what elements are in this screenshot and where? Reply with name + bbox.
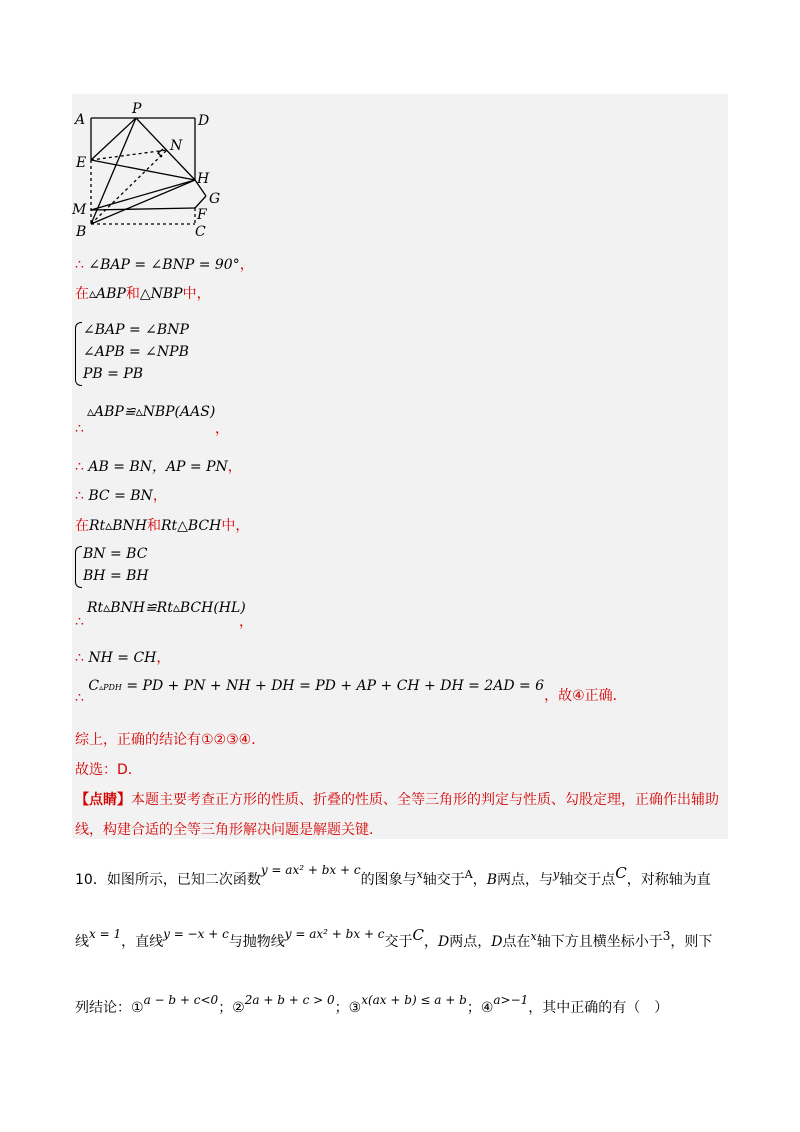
therefore-symbol: ∴ bbox=[75, 257, 84, 273]
therefore-symbol: ∴ bbox=[75, 650, 84, 666]
text: 交于 bbox=[384, 934, 413, 950]
text: 线 bbox=[75, 934, 89, 950]
label-G: G bbox=[209, 191, 221, 207]
text: 在 bbox=[75, 518, 89, 534]
label-D: D bbox=[198, 113, 210, 129]
equation-system-2 bbox=[75, 546, 275, 588]
math-expression: ▵ABP≌▵NBP(AAS) bbox=[87, 404, 216, 420]
text: ，直线 bbox=[121, 934, 164, 950]
math-expression: = PD + PN + NH + DH = PD + AP + CH + DH = 2AD = 6 bbox=[121, 678, 545, 694]
answer-text: 故选：D． bbox=[75, 762, 142, 778]
equation-system-1 bbox=[75, 322, 275, 386]
label-P: P bbox=[132, 101, 142, 117]
math-symbol: A bbox=[464, 868, 473, 881]
conclusion-2: 2a + b + c > 0 bbox=[244, 993, 335, 1007]
text: 轴交于点 bbox=[559, 872, 616, 888]
text: 的图象与 bbox=[360, 872, 417, 888]
geometry-figure bbox=[66, 100, 236, 242]
conclusion-3: x(ax + b) ≤ a + b bbox=[361, 993, 467, 1007]
solution-line-8 bbox=[75, 648, 170, 668]
math-symbol: B bbox=[486, 872, 498, 888]
system-row: ∠BAP = ∠BNP bbox=[83, 322, 189, 338]
text: 轴下方且横坐标小于 bbox=[536, 934, 663, 950]
therefore-symbol: ∴ bbox=[75, 690, 84, 706]
math-symbol: y bbox=[553, 868, 560, 881]
math-symbol: x bbox=[530, 930, 537, 943]
punctuation: ， bbox=[156, 650, 171, 666]
text: 轴交于 bbox=[422, 872, 465, 888]
text: ；② bbox=[218, 1000, 245, 1016]
math-expression: Rt▵BNH bbox=[89, 518, 147, 534]
math-expression: y = ax² + bx + c bbox=[260, 863, 361, 877]
label-A: A bbox=[75, 112, 86, 128]
conclusion-1: a − b + c<0 bbox=[143, 993, 219, 1007]
math-expression: ∠BAP = ∠BNP = 90° bbox=[88, 257, 240, 273]
math-symbol: C bbox=[615, 864, 627, 882]
therefore-symbol: ∴ bbox=[75, 459, 84, 475]
label-F: F bbox=[197, 207, 207, 223]
punctuation: ， bbox=[239, 614, 253, 630]
math-number: 3 bbox=[662, 929, 671, 943]
brace bbox=[75, 322, 82, 386]
therefore-line-3 bbox=[75, 419, 229, 439]
solution-line-1 bbox=[75, 255, 254, 275]
label-C: C bbox=[195, 224, 206, 240]
solution-line-9 bbox=[75, 678, 627, 706]
solution-line-4 bbox=[75, 457, 242, 477]
solution-line-6 bbox=[75, 516, 249, 536]
text: ；④ bbox=[466, 1000, 494, 1016]
punctuation: ， bbox=[239, 257, 254, 273]
math-expression: x = 1 bbox=[89, 927, 122, 941]
solution-line-3 bbox=[75, 404, 216, 430]
summary-text: 综上，正确的结论有①②③④． bbox=[75, 732, 266, 748]
system-row: PB = PB bbox=[83, 366, 144, 382]
question-10-line-2 bbox=[75, 924, 712, 952]
text: ，对称轴为直 bbox=[626, 872, 711, 888]
text: 两点， bbox=[449, 934, 492, 950]
therefore-symbol: ∴ bbox=[75, 421, 84, 437]
text: ，故④正确． bbox=[544, 688, 627, 704]
math-expression: y = ax² + bx + c bbox=[284, 927, 385, 941]
text: 中， bbox=[221, 518, 250, 534]
math-symbol: x bbox=[416, 868, 423, 881]
perimeter-symbol: C bbox=[88, 678, 100, 694]
text: ， bbox=[424, 934, 439, 950]
question-10-line-3 bbox=[75, 990, 668, 1018]
math-expression: Rt△BCH bbox=[160, 518, 222, 534]
comment-line-1 bbox=[75, 790, 719, 810]
text: 两点，与 bbox=[497, 872, 554, 888]
comment-tag: 【点睛】 bbox=[75, 792, 131, 808]
system-row: BN = BC bbox=[83, 546, 148, 562]
therefore-line-7 bbox=[75, 612, 253, 632]
math-expression: Rt▵BNH≌Rt▵BCH(HL) bbox=[87, 600, 246, 616]
system-row: BH = BH bbox=[83, 568, 149, 584]
text: 与抛物线 bbox=[228, 934, 285, 950]
text: 和 bbox=[125, 286, 140, 302]
text: 点在 bbox=[502, 934, 531, 950]
punctuation: ， bbox=[227, 459, 242, 475]
text: 中， bbox=[182, 286, 211, 302]
therefore-symbol: ∴ bbox=[75, 488, 84, 504]
label-B: B bbox=[76, 224, 87, 240]
subscript: ▵PDH bbox=[99, 683, 122, 692]
label-M: M bbox=[72, 202, 87, 218]
comment-text-2: 线，构建合适的全等三角形解决问题是解题关键. bbox=[75, 822, 374, 838]
text: 列结论：① bbox=[75, 1000, 144, 1016]
solution-line-5 bbox=[75, 486, 167, 506]
text: ， bbox=[472, 872, 487, 888]
perimeter-expression bbox=[88, 678, 544, 694]
solution-line-2 bbox=[75, 284, 211, 304]
label-E: E bbox=[76, 155, 87, 171]
text: 10．如图所示，已知二次函数 bbox=[75, 872, 261, 888]
system-row: ∠APB = ∠NPB bbox=[83, 344, 189, 360]
math-symbol: D bbox=[491, 934, 503, 950]
math-expression: △NBP bbox=[139, 286, 183, 302]
math-expression: ▵ABP bbox=[89, 286, 126, 302]
math-expression: AB = BN，AP = PN bbox=[88, 459, 228, 475]
question-10-line-1 bbox=[75, 860, 711, 890]
conclusion-4: a>−1 bbox=[493, 993, 529, 1007]
punctuation: ， bbox=[215, 421, 229, 437]
punctuation: ， bbox=[152, 488, 167, 504]
label-N: N bbox=[170, 138, 183, 154]
solution-line-7 bbox=[75, 598, 246, 618]
text: 在 bbox=[75, 286, 89, 302]
math-expression: BC = BN bbox=[88, 488, 153, 504]
math-symbol: C bbox=[412, 926, 425, 944]
text: ；③ bbox=[334, 1000, 362, 1016]
text: ，其中正确的有（ ） bbox=[528, 1000, 669, 1016]
math-symbol: D bbox=[438, 934, 450, 950]
comment-text: 本题主要考查正方形的性质、折叠的性质、全等三角形的判定与性质、勾股定理，正确作出辅助 bbox=[131, 792, 719, 808]
text: 和 bbox=[146, 518, 161, 534]
therefore-symbol: ∴ bbox=[75, 614, 84, 630]
label-H: H bbox=[197, 171, 210, 187]
math-expression: NH = CH bbox=[88, 650, 157, 666]
text: ，则下 bbox=[670, 934, 713, 950]
math-expression: y = −x + c bbox=[163, 927, 229, 941]
brace bbox=[75, 546, 82, 588]
